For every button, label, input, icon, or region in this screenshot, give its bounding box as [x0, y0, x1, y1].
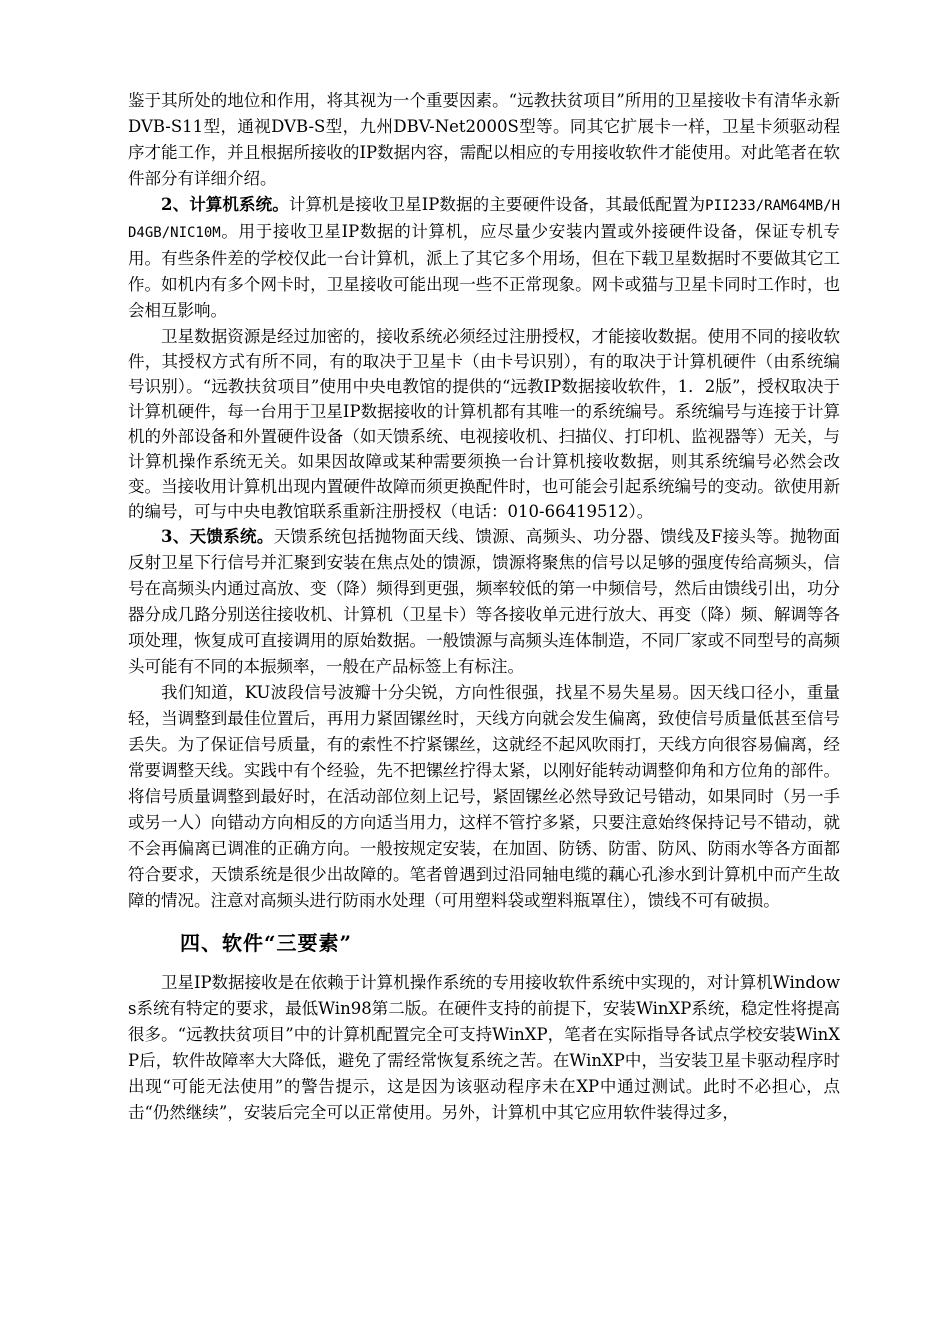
- computer-system-text-b: 。用于接收卫星IP数据的计算机，应尽量少安装内置或外接硬件设备，保证专机专用。有些条件差的学校仅此一台计算机，派上了其它多个用场，但在下载卫星数据时不要做其它工作。如机内有多个网卡时，卫星接收可能出现一些不正常现象。网卡或猫与卫星卡同时工作时，也会相互影响。: [128, 222, 840, 320]
- section-heading-software: 四、软件“三要素”: [180, 931, 353, 955]
- paragraph-authorization: 卫星数据资源是经过加密的，接收系统必须经过注册授权，才能接收数据。使用不同的接收软件，其授权方式有所不同，有的取决于卫星卡（由卡号识别），有的取决于计算机硬件（由系统编号识别）。“远教扶贫项目”使用中央电教馆的提供的“远教IP数据接收软件，1．2版”，授权取决于计算机硬件，每一台用于卫星IP数据接收的计算机都有其唯一的系统编号。系统编号与连接于计算机的外部设备和外置硬件设备（如天馈系统、电视接收机、扫描仪、打印机、监视器等）无关，与计算机操作系统无关。如果因故障或某种需要须换一台计算机接收数据，则其系统编号必然会改变。当接收用计算机出现内置硬件故障而须更换配件时，也可能会引起系统编号的变动。欲使用新的编号，可与中央电教馆联系重新注册授权（电话：010-66419512）。: [128, 327, 840, 521]
- computer-system-text-a: 计算机是接收卫星IP数据的主要硬件设备，其最低配置为: [288, 195, 706, 214]
- paragraph-satellite-card: 鉴于其所处的地位和作用，将其视为一个重要因素。“远教扶贫项目”所用的卫星接收卡有清华永新DVB-S11型，通视DVB-S型，九州DBV-Net2000S型等。同其它扩展卡一样，卫星卡须驱动程序才能工作，并且根据所接收的IP数据内容，需配以相应的专用接收软件才能使用。对此笔者在软件部分有详细介绍。: [128, 91, 840, 188]
- paragraph-computer-system: [128, 192, 840, 324]
- section-lead-computer-system: 2、计算机系统。: [161, 195, 289, 214]
- section-lead-antenna-system: 3、天馈系统。: [161, 527, 274, 546]
- antenna-system-text: 天馈系统包括抛物面天线、馈源、高频头、功分器、馈线及F接头等。抛物面反射卫星下行信号并汇聚到安装在焦点处的馈源，馈源将聚焦的信号以足够的强度传给高频头，信号在高频头内通过高放、变（降）频得到更强，频率较低的第一中频信号，然后由馈线引出，功分器分成几路分别送往接收机、计算机（卫星卡）等各接收单元进行放大、再变（降）频、解调等各项处理，恢复成可直接调用的原始数据。一般馈源与高频头连体制造，不同厂家或不同型号的高频头可能有不同的本振频率，一般在产品标签上有标注。: [128, 527, 841, 676]
- document-page: [128, 88, 840, 1126]
- paragraph-ku-band: 我们知道，KU波段信号波瓣十分尖锐，方向性很强，找星不易失星易。因天线口径小，重量轻，当调整到最佳位置后，再用力紧固镙丝时，天线方向就会发生偏离，致使信号质量低甚至信号丢失。为了保证信号质量，有的索性不拧紧镙丝，这就经不起风吹雨打，天线方向很容易偏离，经常要调整天线。实践中有个经验，先不把镙丝拧得太紧，以刚好能转动调整仰角和方位角的部件。将信号质量调整到最好时，在活动部位刻上记号，紧固镙丝必然导致记号错动，如果同时（另一手或另一人）向错动方向相反的方向适当用力，这样不管拧多紧，只要注意始终保持记号不错动，就不会再偏离已调准的正确方向。一般按规定安装，在加固、防锈、防雷、防风、防雨水等各方面都符合要求，天馈系统是很少出故障的。笔者曾遇到过沿同轴电缆的藕心孔渗水到计算机中而产生故障的情况。注意对高频头进行防雨水处理（可用塑料袋或塑料瓶罩住），馈线不可有破损。: [128, 683, 840, 910]
- computer-spec: PII233/RAM64MB/HD4GB/NIC10M: [128, 198, 840, 241]
- paragraph-software: 卫星IP数据接收是在依赖于计算机操作系统的专用接收软件系统中实现的，对计算机Windows系统有特定的要求，最低Win98第二版。在硬件支持的前提下，安装WinXP系统，稳定性将提高很多。“远教扶贫项目”中的计算机配置完全可支持WinXP，笔者在实际指导各试点学校安装WinXP后，软件故障率大大降低，避免了需经常恢复系统之苦。在WinXP中，当安装卫星卡驱动程序时出现“可能无法使用”的警告提示，这是因为该驱动程序未在XP中通过测试。此时不必担心，点击“仍然继续”，安装后完全可以正常使用。另外，计算机中其它应用软件装得过多，: [128, 973, 840, 1122]
- paragraph-antenna-system: [128, 524, 840, 680]
